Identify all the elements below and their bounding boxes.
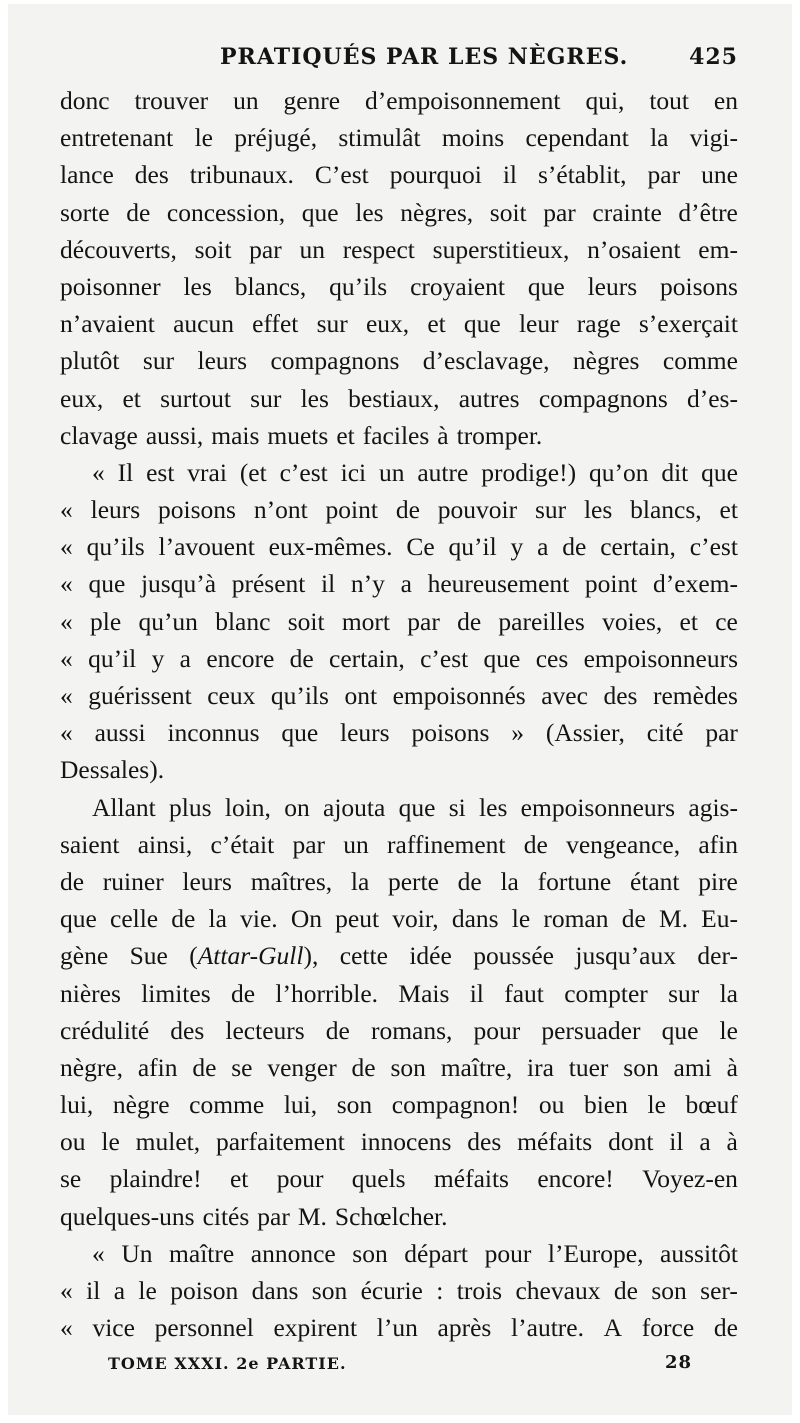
page-header <box>60 44 738 80</box>
text-line: nègre, afin de se venger de son maître, ira tuer son ami à <box>60 1052 738 1082</box>
text-line: eux, et surtout sur les bestiaux, autres compagnons d’es- <box>60 383 738 413</box>
text-line: « vice personnel expirent l’un après l’autre. A force de <box>60 1313 738 1343</box>
signature-mark: TOME XXXI. 2e PARTIE. <box>108 1354 347 1373</box>
text-line: « qu’il y a encore de certain, c’est que ces empoisonneurs <box>60 643 738 673</box>
text-line: découverts, soit par un respect superstitieux, n’osaient em- <box>60 234 738 264</box>
text-line: que celle de la vie. On peut voir, dans le roman de M. Eu- <box>60 904 738 934</box>
text-line: « aussi inconnus que leurs poisons » (Assier, cité par <box>60 718 738 748</box>
text-line: crédulité des lecteurs de romans, pour persuader que le <box>60 1015 738 1045</box>
text-line: gène Sue (Attar-Gull), cette idée poussée jusqu’aux der- <box>60 941 738 971</box>
text-line: quelques-uns cités par M. Schœlcher. <box>60 1201 448 1231</box>
text-line: sorte de concession, que les nègres, soit par crainte d’être <box>60 197 738 227</box>
text-line: Dessales). <box>60 755 165 785</box>
text-line: poisonner les blancs, qu’ils croyaient que leurs poisons <box>60 271 738 301</box>
text-line: « Un maître annonce son départ pour l’Europe, aussitôt <box>92 1238 738 1268</box>
text-line: n’avaient aucun effet sur eux, et que leur rage s’exerçait <box>60 309 738 339</box>
text-line: se plaindre! et pour quels méfaits encore! Voyez-en <box>60 1164 738 1194</box>
text-line: donc trouver un genre d’empoisonnement qui, tout en <box>60 86 738 115</box>
text-line: « ple qu’un blanc soit mort par de pareilles voies, et ce <box>60 606 738 636</box>
text-line: lui, nègre comme lui, son compagnon! ou bien le bœuf <box>60 1090 738 1120</box>
page-number: 425 <box>689 44 738 70</box>
text-line: Allant plus loin, on ajouta que si les empoisonneurs agis- <box>92 792 738 822</box>
text-line: « il a le poison dans son écurie : trois chevaux de son ser- <box>60 1276 738 1305</box>
text-line: lance des tribunaux. C’est pourquoi il s’établit, par une <box>60 160 738 190</box>
running-head: PRATIQUÉS PAR LES NÈGRES. <box>220 44 629 70</box>
text-line: « guérissent ceux qu’ils ont empoisonnés avec des remèdes <box>60 681 738 710</box>
page-body <box>60 82 738 1346</box>
text-line: « Il est vrai (et c’est ici un autre prodige!) qu’on dit que <box>92 457 738 487</box>
text-line: nières limites de l’horrible. Mais il faut compter sur la <box>60 978 738 1008</box>
text-line: « que jusqu’à présent il n’y a heureusement point d’exem- <box>60 569 738 599</box>
text-line: « leurs poisons n’ont point de pouvoir sur les blancs, et <box>60 495 738 525</box>
text-line: de ruiner leurs maîtres, la perte de la fortune étant pire <box>60 866 738 896</box>
text-line: saient ainsi, c’était par un raffinement de vengeance, afin <box>60 829 738 859</box>
text-line: entretenant le préjugé, stimulât moins cependant la vigi- <box>60 123 738 153</box>
book-page <box>8 4 792 1415</box>
text-line: clavage aussi, mais muets et faciles à tromper. <box>60 420 543 450</box>
signature-number: 28 <box>664 1352 692 1373</box>
text-line: ou le mulet, parfaitement innocens des méfaits dont il a à <box>60 1127 738 1157</box>
text-line: plutôt sur leurs compagnons d’esclavage, nègres comme <box>60 346 738 376</box>
text-line: « qu’ils l’avouent eux-mêmes. Ce qu’il y a de certain, c’est <box>60 532 738 562</box>
